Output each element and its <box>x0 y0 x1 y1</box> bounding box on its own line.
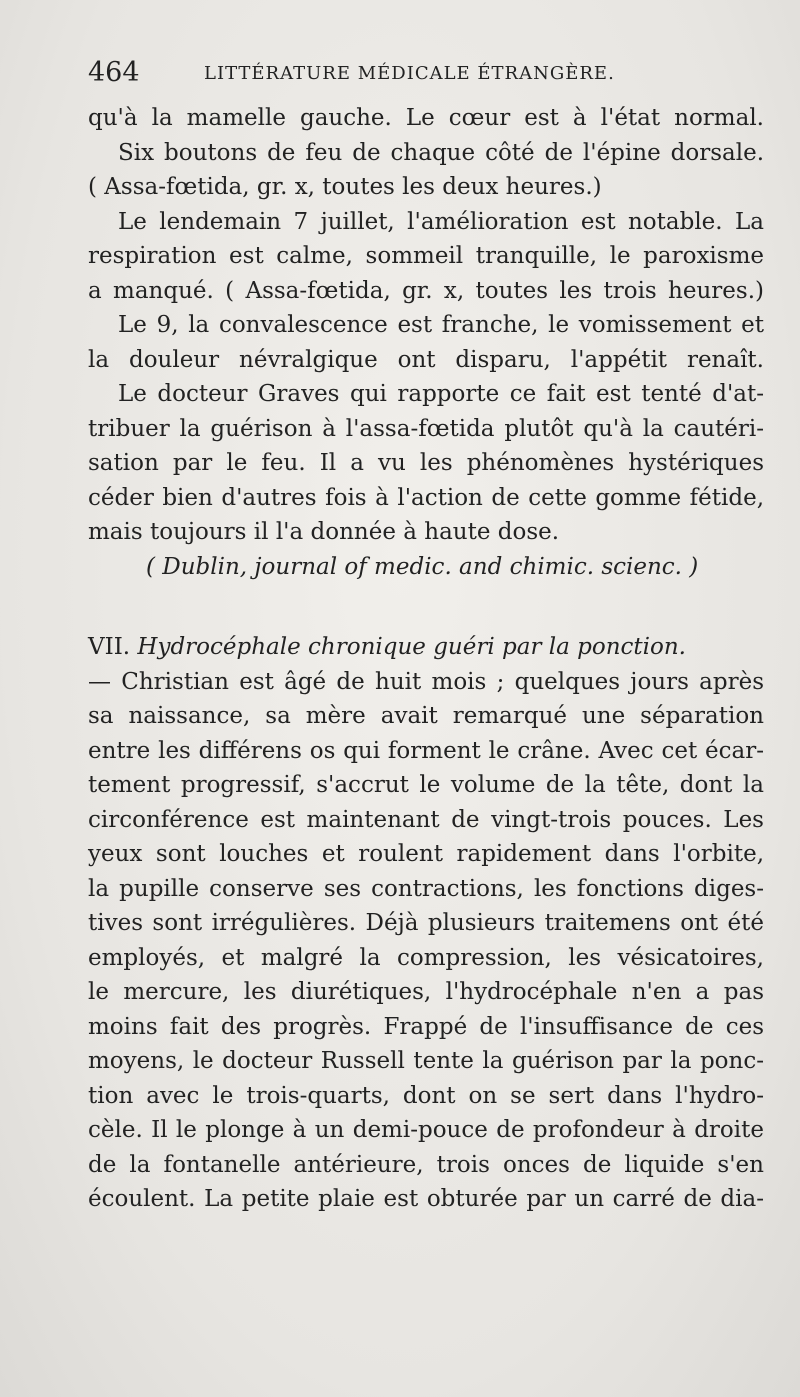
text-line: yeux sont louches et roulent rapidement dans l'orbite, <box>88 841 764 867</box>
text-line: qu'à la mamelle gauche. Le cœur est à l'état normal. <box>88 105 764 131</box>
section-title: Hydrocéphale chronique guéri par la ponction. <box>137 634 686 660</box>
text-line: mais toujours il l'a donnée à haute dose. <box>88 519 560 545</box>
text-line: écoulent. La petite plaie est obturée par un carré de dia- <box>88 1186 764 1212</box>
text-line: le mercure, les diurétiques, l'hydrocéphale n'en a pas <box>88 979 764 1005</box>
text-line: la douleur névralgique ont disparu, l'appétit renaît. <box>88 346 764 373</box>
text-line: Le docteur Graves qui rapporte ce fait est tenté d'at- <box>118 381 764 407</box>
section-heading <box>88 630 764 665</box>
text-line: la pupille conserve ses contractions, les fonctions diges- <box>88 875 764 902</box>
body-text <box>88 101 764 1217</box>
text-line: moins fait des progrès. Frappé de l'insuffisance de ces <box>88 1013 764 1040</box>
text-line: cèle. Il le plonge à un demi-pouce de profondeur à droite <box>88 1117 764 1143</box>
text-line: entre les différens os qui forment le crâne. Avec cet écar- <box>88 737 764 764</box>
text-line: circonférence est maintenant de vingt-trois pouces. Les <box>88 806 764 833</box>
text-line: tement progressif, s'accrut le volume de la tête, dont la <box>88 772 764 798</box>
text-line: tion avec le trois-quarts, dont on se sert dans l'hydro- <box>88 1082 764 1109</box>
source-citation: ( Dublin, journal of medic. and chimic. scienc. ) <box>146 553 699 580</box>
running-head: LITTÉRATURE MÉDICALE ÉTRANGÈRE. <box>204 63 615 84</box>
section-number: VII. <box>88 634 131 660</box>
text-line: céder bien d'autres fois à l'action de cette gomme fétide, <box>88 484 764 511</box>
text-line: respiration est calme, sommeil tranquille, le paroxisme <box>88 243 764 269</box>
text-line: ( Assa-fœtida, gr. x, toutes les deux heures.) <box>88 174 602 200</box>
text-line: tribuer la guérison à l'assa-fœtida plutôt qu'à la cautéri- <box>88 415 764 442</box>
page-number: 464 <box>88 57 140 88</box>
text-line: — Christian est âgé de huit mois ; quelques jours après <box>88 668 764 695</box>
text-line: employés, et malgré la compression, les vésicatoires, <box>88 944 764 971</box>
text-line: a manqué. ( Assa-fœtida, gr. x, toutes les trois heures.) <box>88 277 764 304</box>
page-header <box>88 58 768 88</box>
text-line: de la fontanelle antérieure, trois onces de liquide s'en <box>88 1151 764 1178</box>
text-line: Six boutons de feu de chaque côté de l'épine dorsale. <box>118 139 764 166</box>
section-gap <box>88 584 764 630</box>
text-line: sation par le feu. Il a vu les phénomènes hystériques <box>88 450 764 476</box>
text-line: sa naissance, sa mère avait remarqué une séparation <box>88 703 764 729</box>
text-line: moyens, le docteur Russell tente la guérison par la ponc- <box>88 1048 764 1074</box>
text-line: tives sont irrégulières. Déjà plusieurs traitemens ont été <box>88 910 764 936</box>
text-line: Le lendemain 7 juillet, l'amélioration est notable. La <box>118 208 764 235</box>
text-line: Le 9, la convalescence est franche, le vomissement et <box>118 312 764 338</box>
